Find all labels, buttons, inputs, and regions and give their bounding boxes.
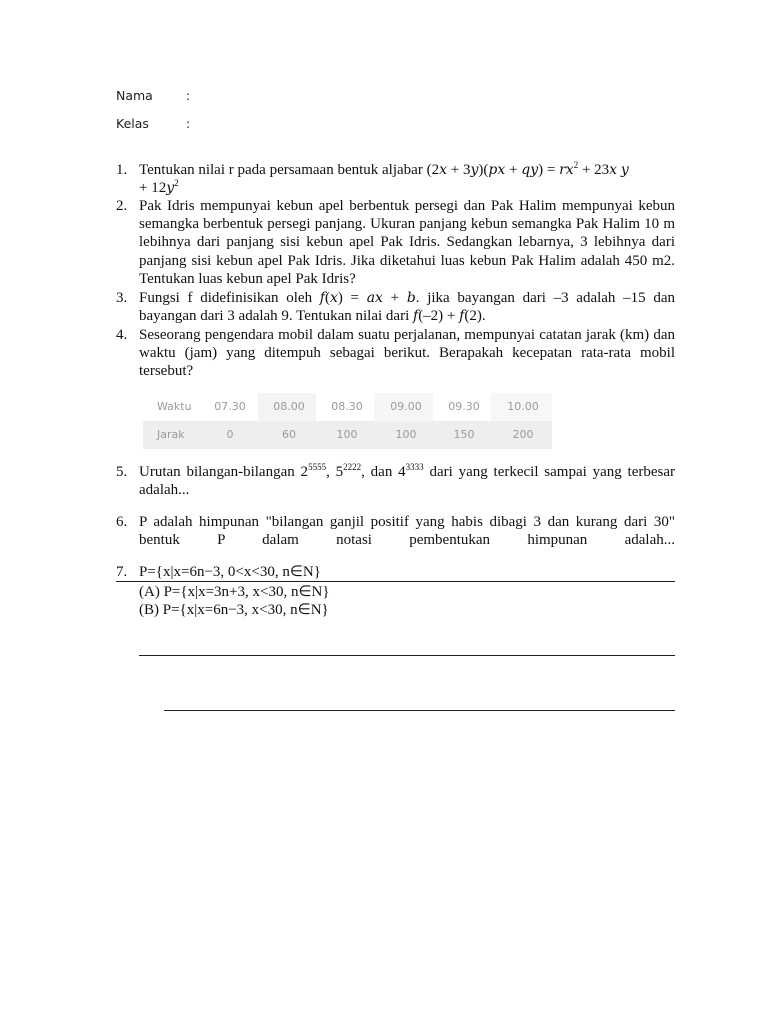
kelas-row: [116, 116, 190, 131]
table-cell: 08.30: [331, 400, 363, 413]
question-7: [116, 563, 675, 581]
table-cell: 100: [336, 428, 358, 441]
question-number: 7.: [116, 564, 128, 580]
question-number: 4.: [116, 327, 128, 343]
table-cell: 200: [512, 428, 534, 441]
answer-line: [139, 655, 675, 656]
table-row-jarak: [143, 421, 552, 449]
option-a: [116, 583, 675, 601]
question-6: [116, 513, 675, 549]
question-number: 5.: [116, 464, 128, 480]
table-cell: 100: [395, 428, 417, 441]
nama-label: Nama: [116, 88, 153, 103]
question-number: 1.: [116, 162, 128, 178]
question-text: Pak Idris mempunyai kebun apel berbentuk persegi dan Pak Halim mempunyai kebun semangka berbentuk persegi panjang. Ukuran panjang kebun semangka Pak Halim 10 m lebihnya dari panjang sisi kebun apel Pak Idris. Sedangkan lebarnya, 3 lebihnya dari panjang sisi kebun apel Pak Idris. Jika diketahui luas kebun Pak Halim adalah 450 m2. Tentukan luas kebun apel Pak Idris?: [139, 198, 675, 287]
answer-line: [164, 710, 675, 711]
row-label-waktu: Waktu: [157, 400, 192, 413]
question-3: [116, 289, 675, 325]
question-4: [116, 326, 675, 381]
table-cell: 07.30: [214, 400, 246, 413]
table-row-waktu: [143, 393, 552, 421]
question-1: [116, 161, 675, 197]
nama-colon: :: [186, 88, 191, 103]
question-number: 6.: [116, 514, 128, 530]
kelas-colon: :: [186, 116, 191, 131]
answer-underline: [116, 581, 675, 582]
option-text: (B) P={x|x=6n−3, x<30, n∈N}: [139, 602, 329, 618]
table-cell: 0: [226, 428, 234, 441]
table-cell: 09.00: [390, 400, 422, 413]
speed-data-table: [143, 393, 552, 449]
option-b: [116, 601, 675, 619]
question-text: Tentukan nilai r pada persamaan bentuk aljabar $(2x + 3y)(px + qy) = rx^2 + 23x$ y + $12y^2$: [139, 160, 629, 197]
option-text: (A) P={x|x=3n+3, x<30, n∈N}: [139, 584, 330, 600]
question-text: Fungsi f didefinisikan oleh f(x) = ax + b. jika bayangan dari –3 adalah –15 dan bayangan dari 3 adalah 9. Tentukan nilai dari f(–2) + f(2).: [139, 290, 675, 325]
question-text: Seseorang pengendara mobil dalam suatu perjalanan, mempunyai catatan jarak (km) dan waktu (jam) yang ditempuh sebagai berikut. Berapakah kecepatan rata-rata mobil tersebut?: [139, 327, 675, 380]
question-text: P adalah himpunan "bilangan ganjil positif yang habis dibagi 3 dan kurang dari 30" bentuk P dalam notasi pembentukan himpunan adalah...: [139, 514, 675, 549]
table-cell: 09.30: [448, 400, 480, 413]
question-number: 2.: [116, 198, 128, 214]
question-text: Urutan bilangan-bilangan $2^{5555}$, $5^{2222}$, dan $4^{3333}$ dari yang terkecil sampai yang terbesar adalah...: [139, 462, 676, 499]
question-5: [116, 463, 675, 499]
table-cell: 60: [282, 428, 296, 441]
row-label-jarak: Jarak: [157, 428, 185, 441]
kelas-label: Kelas: [116, 116, 149, 131]
question-2: [116, 197, 675, 288]
table-cell: 150: [453, 428, 475, 441]
table-cell: 08.00: [273, 400, 305, 413]
table-cell: 10.00: [507, 400, 539, 413]
nama-row: [116, 88, 190, 103]
question-text: P={x|x=6n−3, 0<x<30, n∈N}: [139, 564, 321, 580]
question-number: 3.: [116, 290, 128, 306]
